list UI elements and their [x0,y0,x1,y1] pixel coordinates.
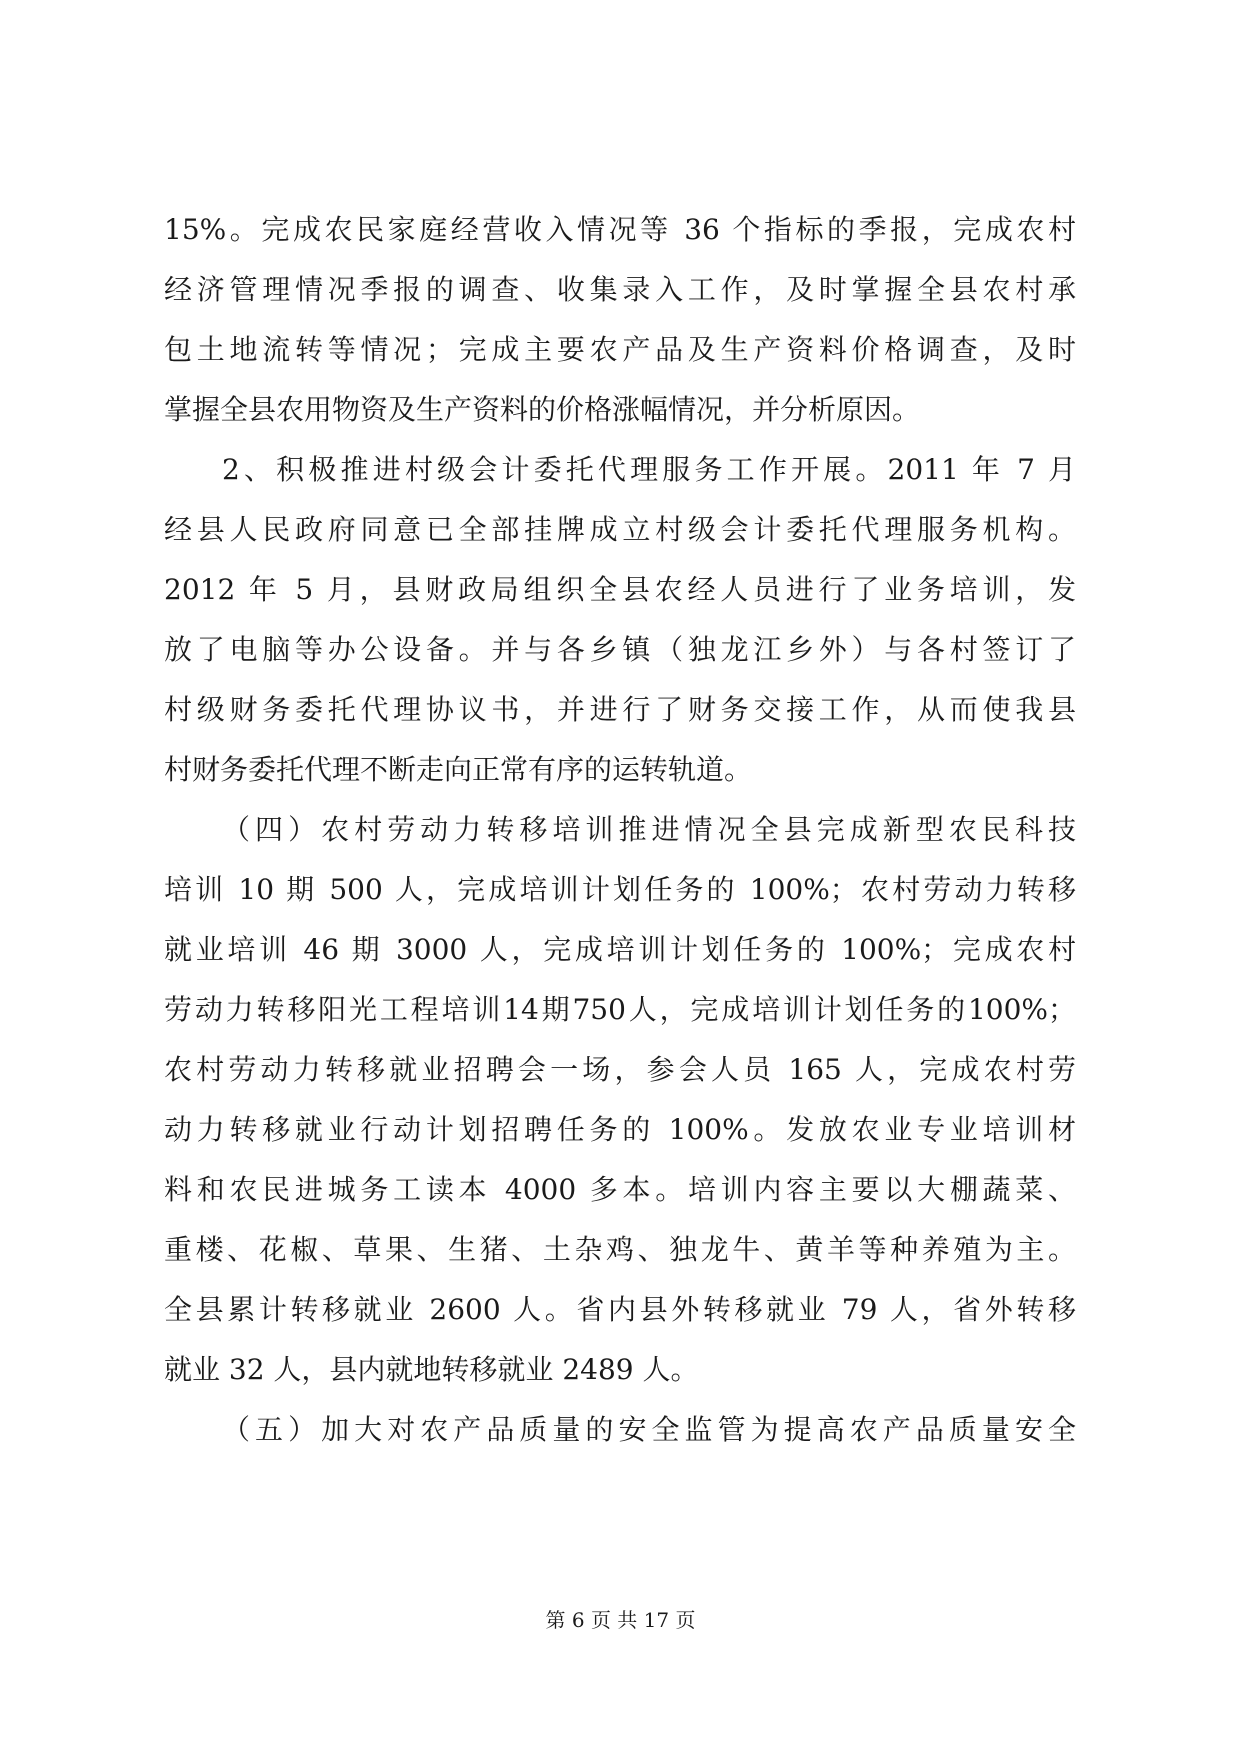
text-line: 掌握全县农用物资及生产资料的价格涨幅情况，并分析原因。 [164,393,921,426]
text-line: 村级财务委托代理协议书，并进行了财务交接工作，从而使我县 [164,693,1076,726]
text-line: 就业培训 46 期 3000 人，完成培训计划任务的 100%；完成农村 [164,933,1076,966]
text-line: 经济管理情况季报的调查、收集录入工作，及时掌握全县农村承 [164,273,1076,306]
text-line: 动力转移就业行动计划招聘任务的 100%。发放农业专业培训材 [164,1113,1076,1146]
paragraph-heading-line: 2、积极推进村级会计委托代理服务工作开展。2011 年 7 月 [222,453,1076,486]
text-line: 培训 10 期 500 人，完成培训计划任务的 100%；农村劳动力转移 [164,873,1076,906]
text-line: 料和农民进城务工读本 4000 多本。培训内容主要以大棚蔬菜、 [164,1173,1076,1206]
text-line: 就业 32 人，县内就地转移就业 2489 人。 [164,1353,699,1386]
text-line: 包土地流转等情况；完成主要农产品及生产资料价格调查，及时 [164,333,1076,366]
text-line: 2012 年 5 月，县财政局组织全县农经人员进行了业务培训，发 [164,573,1076,606]
text-line: 村财务委托代理不断走向正常有序的运转轨道。 [164,753,753,786]
text-line: 重楼、花椒、草果、生猪、土杂鸡、独龙牛、黄羊等种养殖为主。 [164,1233,1076,1266]
text-line: 全县累计转移就业 2600 人。省内县外转移就业 79 人，省外转移 [164,1293,1076,1326]
text-line: 15%。完成农民家庭经营收入情况等 36 个指标的季报，完成农村 [164,213,1076,246]
text-line: 农村劳动力转移就业招聘会一场，参会人员 165 人，完成农村劳 [164,1053,1076,1086]
paragraph-heading-line: （五）加大对农产品质量的安全监管为提高农产品质量安全 [222,1413,1076,1446]
text-line: 劳动力转移阳光工程培训14期750人，完成培训计划任务的100%； [164,993,1076,1026]
paragraph-heading-line: （四）农村劳动力转移培训推进情况全县完成新型农民科技 [222,813,1076,846]
page-number-footer: 第 6 页 共 17 页 [545,1608,696,1632]
text-line: 经县人民政府同意已全部挂牌成立村级会计委托代理服务机构。 [164,513,1076,546]
text-line: 放了电脑等办公设备。并与各乡镇（独龙江乡外）与各村签订了 [164,633,1076,666]
